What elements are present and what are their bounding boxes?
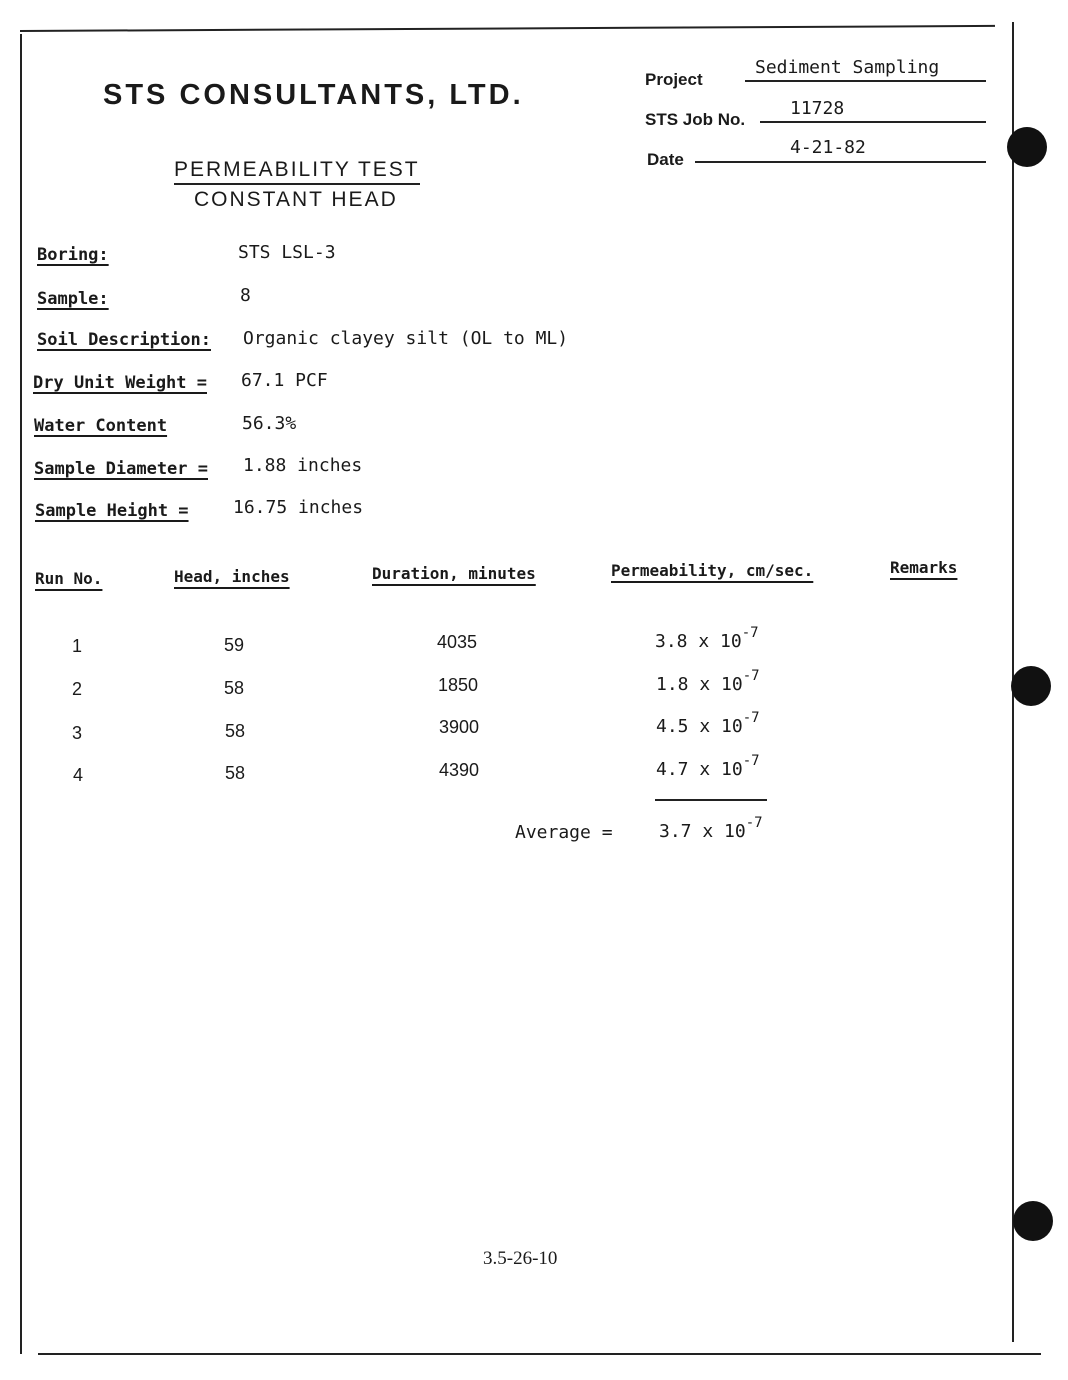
test-title: PERMEABILITY TEST xyxy=(174,158,420,185)
duration-value: 4035 xyxy=(437,632,478,652)
boring-value: STS LSL-3 xyxy=(238,242,336,263)
run-number: 3 xyxy=(72,723,83,743)
permeability-mantissa: 1.8 x 10 xyxy=(656,674,743,695)
binder-hole-bottom xyxy=(1013,1201,1053,1241)
sample-diameter-value: 1.88 inches xyxy=(243,455,363,476)
boring-label: Boring: xyxy=(37,245,109,265)
duration-value: 3900 xyxy=(439,717,480,737)
job-label: STS Job No. xyxy=(645,110,746,129)
date-label: Date xyxy=(647,150,684,169)
permeability-mantissa: 3.8 x 10 xyxy=(655,631,742,652)
permeability-exponent: -7 xyxy=(742,668,760,684)
duration-value: 4390 xyxy=(439,760,480,780)
project-label: Project xyxy=(645,70,703,89)
run-number: 1 xyxy=(72,636,83,656)
dry-unit-weight-value: 67.1 PCF xyxy=(241,370,328,391)
sample-height-value: 16.75 inches xyxy=(233,497,364,518)
permeability-value xyxy=(656,668,760,695)
header-permeability: Permeability, cm/sec. xyxy=(611,561,814,580)
permeability-exponent: -7 xyxy=(742,710,760,726)
job-underline xyxy=(760,121,986,123)
soil-description-value: Organic clayey silt (OL to ML) xyxy=(243,328,569,349)
header-run-no: Run No. xyxy=(35,569,103,588)
permeability-value xyxy=(656,710,760,737)
soil-description-label: Soil Description: xyxy=(37,330,211,350)
project-underline xyxy=(745,80,986,82)
sample-label: Sample: xyxy=(37,289,109,309)
water-content-label: Water Content xyxy=(34,416,168,436)
date-underline xyxy=(695,161,986,163)
binder-hole-middle xyxy=(1011,666,1051,706)
page-border-bottom xyxy=(38,1353,1041,1355)
header-remarks: Remarks xyxy=(890,558,958,577)
project-value: Sediment Sampling xyxy=(755,57,940,78)
run-number: 4 xyxy=(73,765,84,785)
head-value: 59 xyxy=(224,635,245,655)
page-border-top xyxy=(20,25,995,32)
job-value: 11728 xyxy=(790,98,845,119)
page-border-left xyxy=(20,34,22,1354)
head-value: 58 xyxy=(225,721,246,741)
sample-value: 8 xyxy=(240,285,251,306)
head-value: 58 xyxy=(225,763,246,783)
sample-diameter-label: Sample Diameter = xyxy=(34,459,208,479)
permeability-exponent: -7 xyxy=(741,625,759,641)
sample-height-label: Sample Height = xyxy=(35,501,189,521)
dry-unit-weight-label: Dry Unit Weight = xyxy=(33,373,207,393)
permeability-mantissa: 4.7 x 10 xyxy=(656,759,743,780)
average-label: Average = xyxy=(515,822,613,843)
water-content-value: 56.3% xyxy=(242,413,297,434)
average-exponent: -7 xyxy=(745,815,763,831)
duration-value: 1850 xyxy=(438,675,479,695)
permeability-value xyxy=(655,625,759,652)
permeability-mantissa: 4.5 x 10 xyxy=(656,716,743,737)
average-mantissa: 3.7 x 10 xyxy=(659,821,746,842)
average-value xyxy=(659,815,763,842)
header-duration: Duration, minutes xyxy=(372,564,536,583)
company-name: STS CONSULTANTS, LTD. xyxy=(103,79,524,111)
permeability-exponent: -7 xyxy=(742,753,760,769)
date-value: 4-21-82 xyxy=(790,137,866,158)
binder-hole-top xyxy=(1007,127,1047,167)
run-number: 2 xyxy=(72,679,83,699)
sum-line xyxy=(655,799,767,801)
header-head: Head, inches xyxy=(174,567,290,586)
test-subtitle: CONSTANT HEAD xyxy=(194,188,398,211)
page-code: 3.5-26-10 xyxy=(483,1248,558,1269)
head-value: 58 xyxy=(224,678,245,698)
permeability-value xyxy=(656,753,760,780)
